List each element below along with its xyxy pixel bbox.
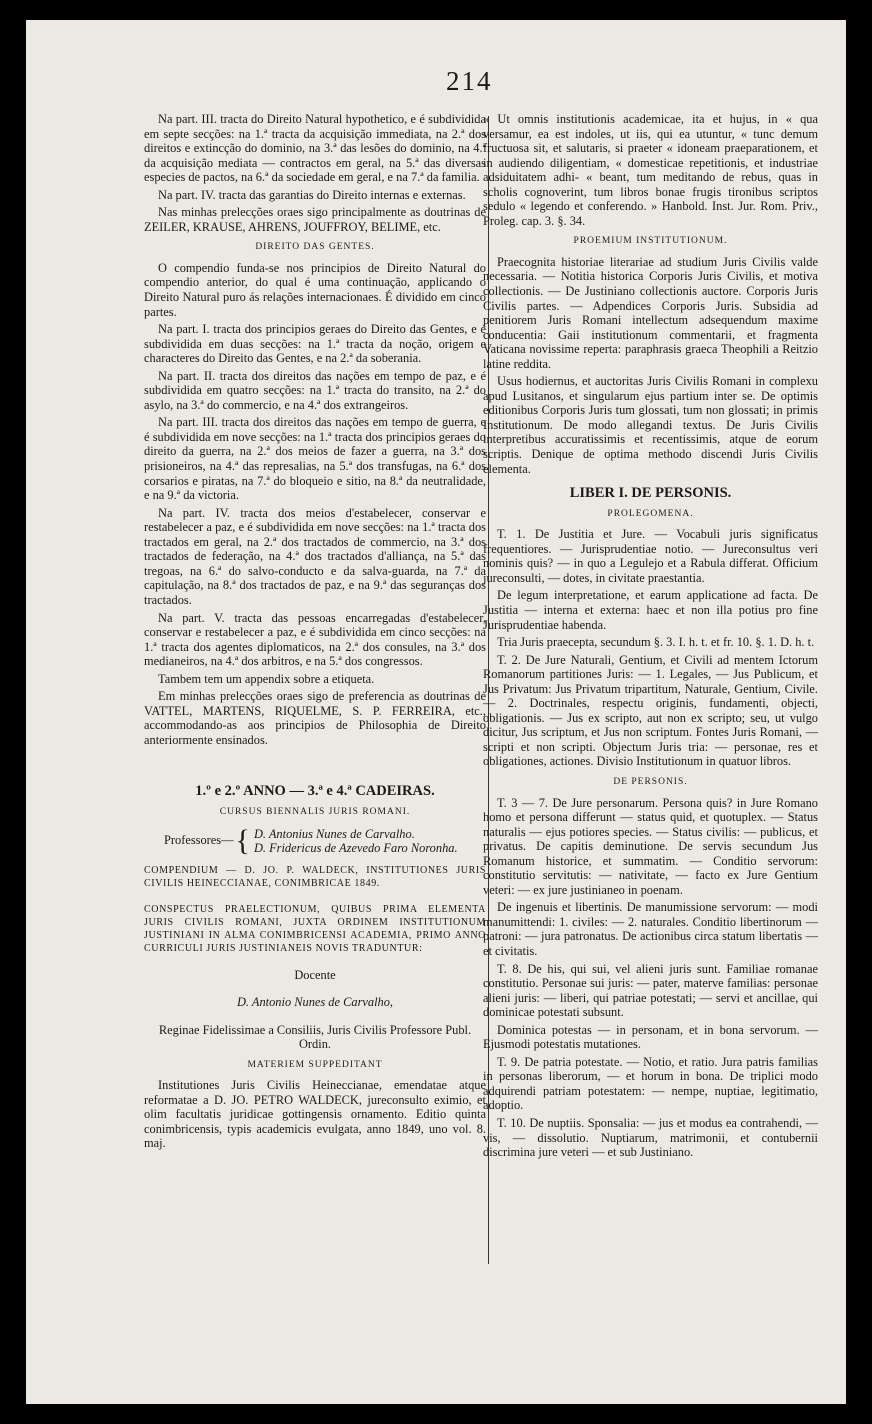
compendium-line: COMPENDIUM — D. JO. P. WALDECK, INSTITUTIONES JURIS CIVILIS HEINECCIANAE, CONIMBRICAE 1849.	[144, 864, 486, 889]
docente-title: Reginae Fidelissimae a Consiliis, Juris Civilis Professore Publ. Ordin.	[158, 1022, 472, 1052]
spacer	[144, 750, 486, 774]
paragraph: Em minhas prelecções oraes sigo de preferencia as doutrinas de VATTEL, MARTENS, RIQUELME, S. P. FERREIRA, etc., accommodando-as aos principios de Philosophia de Direito anteriormente ensinados.	[144, 689, 486, 747]
section-subheading: MATERIEM SUPPEDITANT	[247, 1059, 383, 1070]
professor-names	[254, 827, 458, 855]
docente-label: Docente	[294, 967, 336, 982]
paragraph: Na part. IV. tracta dos meios d'estabelecer, conservar e restabelecer a paz, e é subdividida em nove secções: na 1.ª tracta dos tractados em geral, na 2.ª dos tractados de commercio, na 3.ª dos tractados de federação, na 4.ª dos tractados d'alliança, na 5.ª das tregoas, na 6.ª do salvo-conducto e da salva-guarda, na 7.ª da capitulação, na 8.ª dos tractados de paz, e na 9.ª das seguranças dos tractados.	[144, 505, 486, 607]
paragraph: Praecognita historiae literariae ad studium Juris Civilis valde necessaria. — Notitia historica Corporis Juris Civilis, et motiva collectionis. — De Justiniano collectionis auctore. Corporis Juris Civilis partes. — Adpendices Corporis Juris. Subsidia ad penitiorem Juris Romani intellectum adsequendum maxime conducentia: Gaii institutionum commentarii, et fragmenta Vaticana novissime reperta: paraphrasis graeca Theophili a Reitzio latine reddita.	[483, 254, 818, 371]
section-heading: DIREITO DAS GENTES.	[255, 242, 375, 253]
right-column	[483, 112, 818, 1163]
spacer	[144, 958, 486, 968]
paragraph: Na part. II. tracta dos direitos das nações em tempo de paz, e é subdividida em quatro secções: na 1.ª tracta do transito, na 2.ª do asylo, na 3.ª do commercio, e na 4.ª dos extrangeiros.	[144, 368, 486, 412]
paragraph: T. 8. De his, qui sui, vel alieni juris sunt. Familiae romanae constitutio. Personae sui juris: — pater, materve familias: personae alieni juris: — liberi, qui patriae potestati; — servi et ancillae, qui dominicae potestati subsunt.	[483, 961, 818, 1020]
section-heading: LIBER I. DE PERSONIS.	[569, 485, 732, 502]
paragraph: T. 9. De patria potestate. — Notio, et ratio. Jura patris familias in personas liberorum, — et horum in bona. De triplici modo adquirendi patriam potestatem: — nempe, nuptiae, legitimatio, adoptio.	[483, 1054, 818, 1113]
page-number: 214	[446, 66, 493, 96]
paragraph: De ingenuis et libertinis. De manumissione servorum: — modi manumittendi: 1. civiles: — 2. naturales. Conditio libertinorum — patroni: — jura patronatus. De actionibus circa statum libertatis — et civitatis.	[483, 900, 818, 958]
paragraph: T. 3 — 7. De Jure personarum. Persona quis? in Jure Romano homo et persona differunt — status quid, et quotuplex. — Status naturalis — ejus potiores species. — Status civilis: — publicus, et privatus. De capitis deminutione. De servis secundum Jus Romanum historice, et summatim. — Conditio servorum: constitutio servitutis: — nativitate, — facto ex Jure Gentium veteri: — ex jure justinianeo in poenam.	[483, 795, 818, 897]
paragraph: Na part. I. tracta dos principios geraes do Direito das Gentes, e é subdividida em duas secções: na 1.ª tracta da noção, origem e characteres do Direito das Gentes, e na 2.ª da soberania.	[144, 322, 486, 366]
quotation: « Ut omnis institutionis academicae, ita et hujus, in « qua versamur, ea est indoles, ut iis, qui ea utuntur, « tunc demum fructuosa sit, et salutaris, si praeter « idoneam praeparationem, et in audiendo diligentiam, « domesticae repetitionis, et industriae adsiduitatem adhi- « beant, tum meditando de rebus, quas in scholis cognoverint, tum libros bonae frugis tironibus scriptos sedulo « legendo et conferendo. » Hanbold. Inst. Jur. Rom. Priv., Proleg. cap. 3. §. 34.	[483, 112, 818, 228]
paragraph: T. 2. De Jure Naturali, Gentium, et Civili ad mentem Ictorum Romanorum partitiones Juris: — 1. Legales, — Jus Publicum, et Jus Privatum: Jus Privatum tripartitum, Naturale, Gentium, Civile. — 2. Doctrinales, respectu originis, fundamenti, objecti, obligationis. — Jus ex scripto, aut non ex scripto; seu, ut vulgo dicitur, Jus scriptum, et Jus non scriptum. Fontes Juris Romani, — scripti et non scripti. Objectum Juris tria: — personae, res et obligationes, actiones. Divisio Institutionum in quatuor libros.	[483, 652, 818, 769]
spacer	[144, 893, 486, 903]
paragraph: Institutiones Juris Civilis Heineccianae, emendatae atque reformatae a D. JO. PETRO WALDECK, jureconsulto eximio, et olim facultatis juridicae gottingensis ornamento. Editio quinta conimbricensis, typis academicis evulgata, anno 1849, uno vol. 8. maj.	[144, 1078, 486, 1151]
paragraph: Dominica potestas — in personam, et in bona servorum. — Ejusmodi potestatis mutationes.	[483, 1022, 818, 1052]
paragraph: Tambem tem um appendix sobre a etiqueta.	[158, 671, 375, 686]
document-page	[26, 20, 846, 1404]
section-subheading: CURSUS BIENNALIS JURIS ROMANI.	[219, 806, 411, 817]
spacer	[144, 985, 486, 995]
paragraph: Na part. IV. tracta das garantias do Direito internas e externas.	[158, 187, 466, 202]
spacer	[144, 1013, 486, 1023]
professor-name: D. Antonius Nunes de Carvalho.	[253, 826, 415, 841]
paragraph: T. 10. De nuptiis. Sponsalia: — jus et modus ea contrahendi, — vis, — dissolutio. Nuptiarum, matrimonii, et contubernii discrimina jure veteri — et sub Justiniano.	[483, 1116, 818, 1160]
paragraph: Na part. III. tracta do Direito Natural hypothetico, e é subdividida em septe secções: na 1.ª tracta da acquisição immediata, na 2.ª dos direitos e extincção do dominio, na 3.ª das lesões do dominio, na 4.ª da acquisição mediata — contractos em geral, na 5.ª das diversas especies de pactos, na 6.ª da sociedade em geral, e na 7.ª da familia.	[144, 112, 486, 185]
docente-name: D. Antonio Nunes de Carvalho,	[236, 995, 394, 1010]
paragraph: T. 1. De Justitia et Jure. — Vocabuli juris significatus frequentiores. — Jurisprudentiae notio. — Jureconsultus veri nominis quis? — in quo a Legulejo et a Rabula differat. Officium jureconsulti, — dotes, in civitate praestantia.	[483, 527, 818, 585]
paragraph: Usus hodiernus, et auctoritas Juris Civilis Romani in complexu apud Lusitanos, et singularum ejus partium inter se. De optimis editionibus Corporis Juris tum glossati, tum non glossati; in primis Institutionum. De modo allegandi textus. De Juris Civilis interpretibus accuratissimis et recentissimis, atque de eorum scriptis. Denique de optima methodo discendi Juris Civilis elementa.	[483, 374, 818, 476]
professors-block	[164, 823, 486, 857]
professors-label: Professores—	[164, 833, 234, 848]
section-heading: PROEMIUM INSTITUTIONUM.	[573, 236, 728, 247]
section-subheading: PROLEGOMENA.	[607, 508, 694, 519]
paragraph: Nas minhas prelecções oraes sigo principalmente as doutrinas de ZEILER, KRAUSE, AHRENS, JOUFFROY, BELIME, etc.	[144, 205, 486, 234]
brace: {	[235, 823, 250, 857]
section-subheading: DE PERSONIS.	[613, 776, 688, 787]
paragraph: Tria Juris praecepta, secundum §. 3. I. h. t. et fr. 10. §. 1. D. h. t.	[497, 635, 815, 650]
paragraph: Na part. III. tracta dos direitos das nações em tempo de guerra, e é subdividida em nove secções: na 1.ª tracta dos principios geraes do direito da guerra, na 2.ª dos meios de fazer a guerra, na 3.ª dos prisioneiros, na 4.ª das represalias, na 5.ª dos transfugas, na 6.ª dos corsarios e piratas, na 7.ª do bloqueio e sitio, na 8.ª da neutralidade, e na 9.ª da victoria.	[144, 415, 486, 503]
professor-name: D. Fridericus de Azevedo Faro Noronha.	[253, 840, 458, 855]
section-heading: 1.º e 2.º ANNO — 3.ª e 4.ª CADEIRAS.	[195, 783, 435, 800]
paragraph: De legum interpretatione, et earum applicatione ad facta. De Justitia — interna et externa: haec et non illa potius pro fine Jurisprudentiae habenda.	[483, 588, 818, 632]
left-column	[144, 112, 486, 1154]
paragraph: O compendio funda-se nos principios de Direito Natural do compendio anterior, do qual é uma continuação, applicando o Direito Natural puro ás relações internacionaes. É dividido em cinco partes.	[144, 260, 486, 319]
conspectus: CONSPECTUS PRAELECTIONUM, QUIBUS PRIMA ELEMENTA JURIS CIVILIS ROMANI, JUXTA ORDINEM INSTITUTIONUM JUSTINIANI IN ALMA CONIMBRICENSI ACADEMIA, PRIMO ANNO CURRICULI JURIS JUSTINIANEIS NOVIS TRADUNTUR:	[144, 903, 486, 954]
paragraph: Na part. V. tracta das pessoas encarregadas d'estabelecer, conservar e restabelecer a paz, e é subdividida em cinco secções: na 1.ª tracta dos agentes diplomaticos, na 2.ª dos consules, na 3.ª dos medianeiros, na 4.ª dos arbitros, e na 5.ª dos congressos.	[144, 610, 486, 669]
